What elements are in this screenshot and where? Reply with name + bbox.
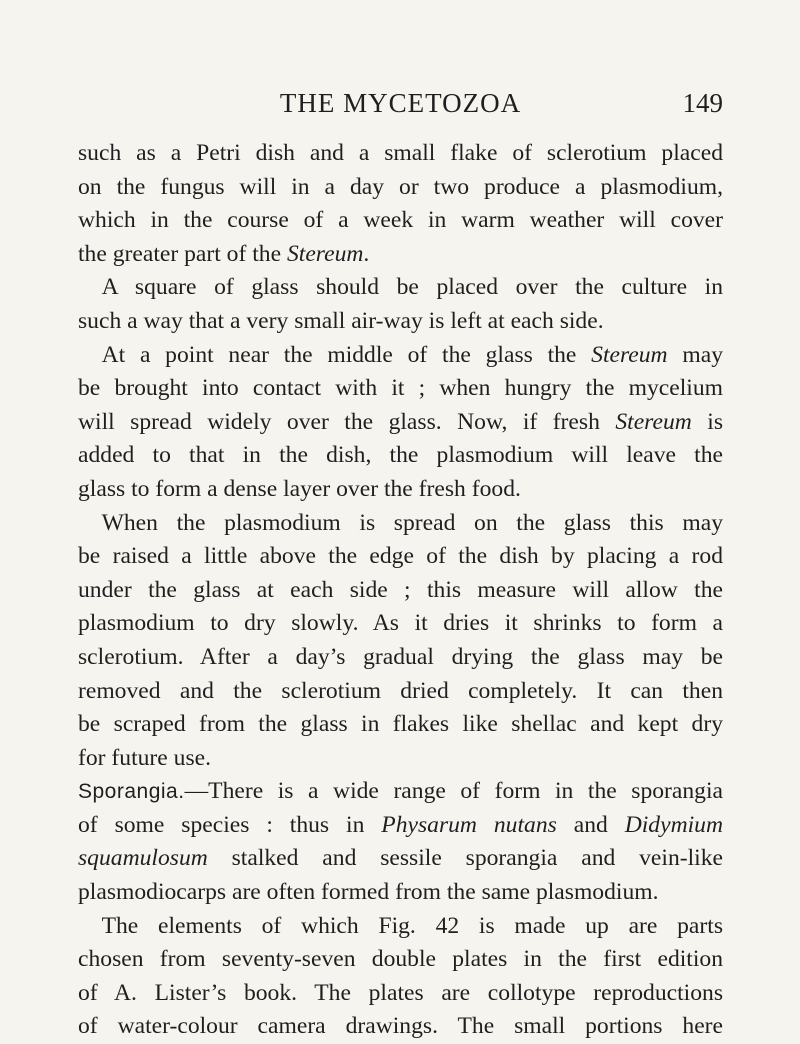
text-line-7: At a point near the middle of the glass the Stereum may [101, 341, 723, 368]
text-line-6: such a way that a very small air-way is left at each side. [78, 307, 604, 334]
text-line-12: When the plasmodium is spread on the glass this may [101, 509, 723, 536]
body-text [78, 137, 723, 1044]
text-line-18: be scraped from the glass in flakes like shellac and kept dry [78, 711, 723, 738]
page-number: 149 [682, 88, 723, 118]
text-line-20: Sporangia.—There is a wide range of form in the sporangia [78, 778, 723, 805]
text-line-26: of A. Lister’s book. The plates are collotype reproductions [78, 979, 723, 1006]
text-line-17: removed and the sclerotium dried completely. It can then [78, 677, 723, 704]
text-line-14: under the glass at each side ; this measure will allow the [78, 576, 723, 603]
text-line-23: plasmodiocarps are often formed from the same plasmodium. [78, 879, 659, 906]
text-line-5: A square of glass should be placed over the culture in [101, 274, 723, 301]
text-line-19: for future use. [78, 744, 211, 771]
text-line-10: added to that in the dish, the plasmodium will leave the [78, 442, 723, 469]
text-line-9: will spread widely over the glass. Now, if fresh Stereum is [78, 408, 723, 435]
text-line-16: sclerotium. After a day’s gradual drying the glass may be [78, 643, 723, 670]
section-heading-sporangia: Sporangia. [78, 780, 185, 804]
text-line-1: such as a Petri dish and a small flake of sclerotium placed [78, 140, 723, 166]
text-line-22: squamulosum stalked and sessile sporangia and vein-like [78, 845, 723, 872]
running-title: THE MYCETOZOA [279, 88, 522, 118]
text-line-4: the greater part of the Stereum. [78, 240, 370, 267]
text-line-2: on the fungus will in a day or two produce a plasmodium, [78, 173, 723, 200]
text-line-13: be raised a little above the edge of the dish by placing a rod [78, 543, 723, 570]
text-line-3: which in the course of a week in warm weather will cover [78, 207, 723, 234]
text-line-11: glass to form a dense layer over the fresh food. [78, 475, 521, 502]
text-line-15: plasmodium to dry slowly. As it dries it shrinks to form a [78, 610, 723, 637]
text-line-27: of water-colour camera drawings. The small portions here [78, 1013, 723, 1040]
text-line-21: of some species : thus in Physarum nutans and Didymium [78, 811, 723, 838]
text-line-24: The elements of which Fig. 42 is made up are parts [101, 912, 723, 939]
text-line-25: chosen from seventy-seven double plates in the first edition [78, 946, 723, 973]
text-line-8: be brought into contact with it ; when hungry the mycelium [78, 375, 723, 402]
running-head [78, 88, 723, 124]
